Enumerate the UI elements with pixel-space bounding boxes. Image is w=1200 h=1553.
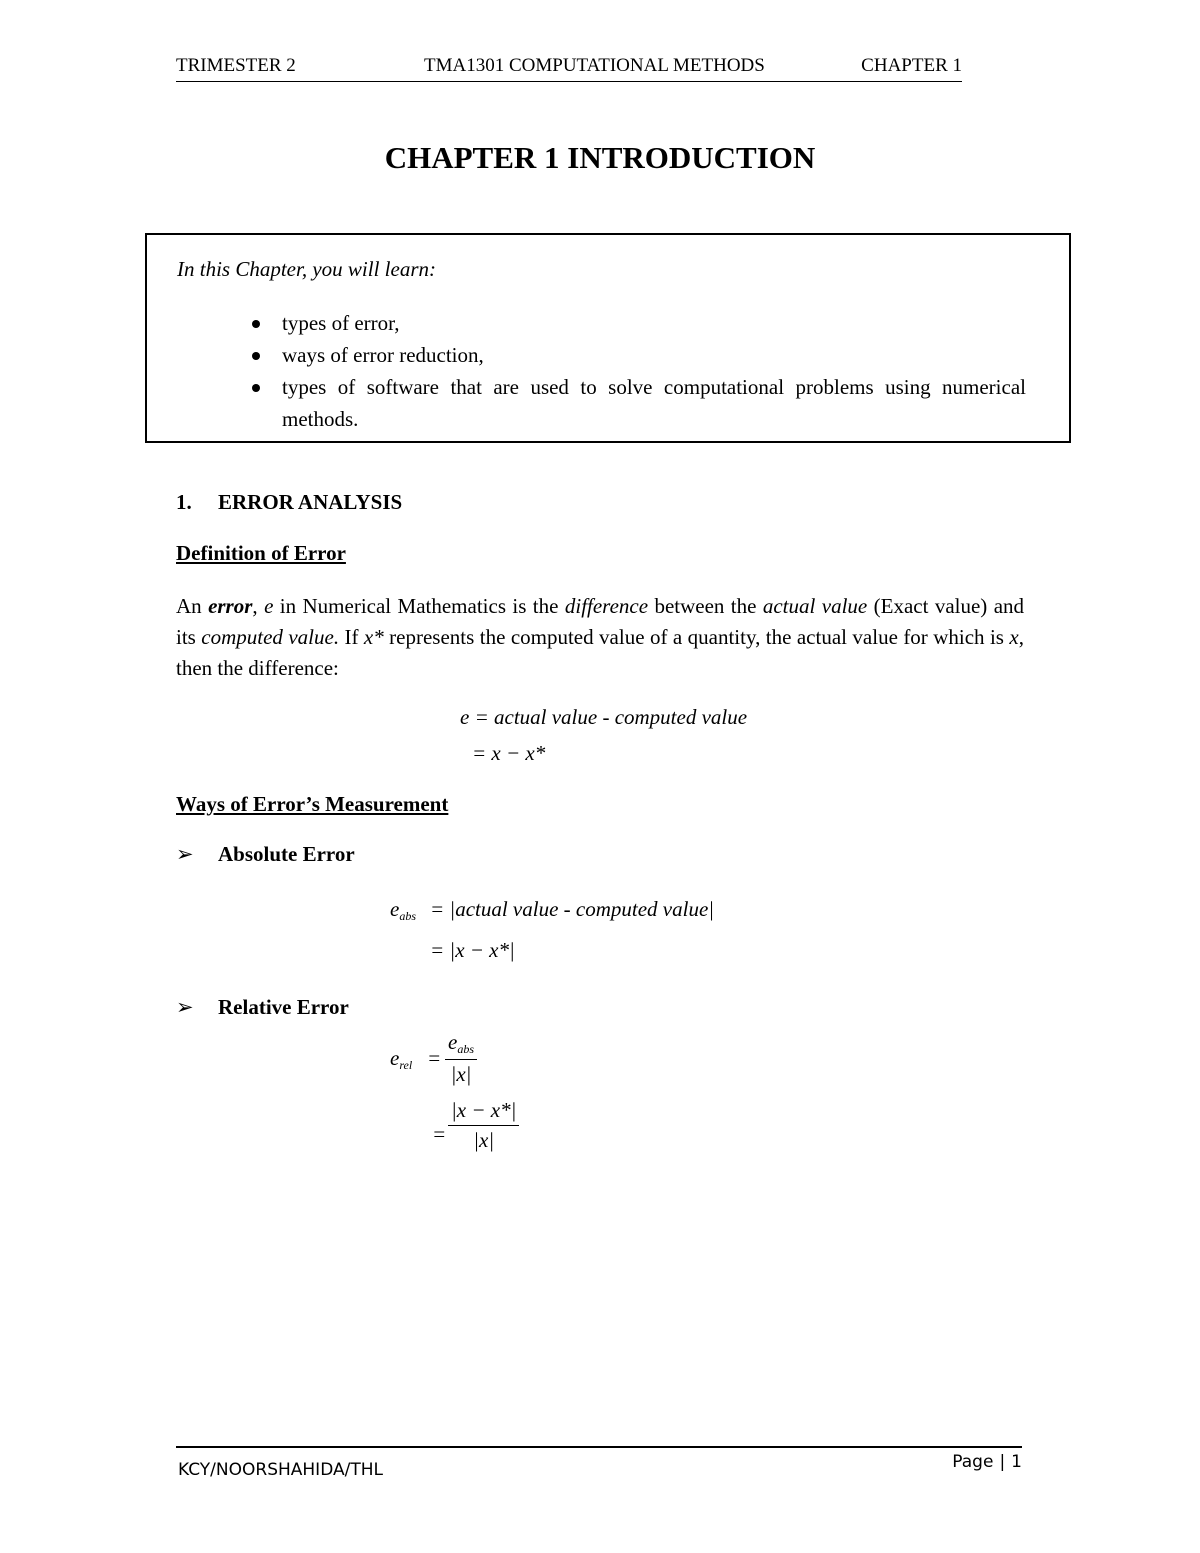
absolute-error-heading: ➢ Absolute Error (176, 842, 355, 866)
section-number: 1. (176, 490, 192, 514)
fraction-denominator: |x| (450, 1062, 472, 1086)
relative-error-equals: = (427, 1046, 442, 1070)
definition-heading: Definition of Error (176, 541, 346, 565)
header-course: TMA1301 COMPUTATIONAL METHODS (424, 55, 765, 76)
page-footer (176, 1446, 1022, 1480)
relative-error-equals-2: = (432, 1122, 447, 1146)
fraction-numerator: |x − x*| (448, 1098, 519, 1126)
page-header (176, 55, 962, 82)
measurement-heading: Ways of Error’s Measurement (176, 792, 449, 816)
list-item: ways of error reduction, (224, 339, 1026, 371)
relative-error-lhs: $e_{rel}$ (390, 1046, 413, 1072)
arrow-bullet-icon: ➢ (176, 995, 194, 1019)
learning-intro: In this Chapter, you will learn: (177, 257, 436, 281)
section-title: ERROR ANALYSIS (218, 490, 403, 514)
bullet-icon (252, 384, 260, 392)
header-chapter: CHAPTER 1 (861, 55, 962, 76)
footer-authors: KCY/NOORSHAHIDA/THL (178, 1460, 383, 1480)
list-item: types of error, (224, 307, 1026, 339)
bullet-icon (252, 352, 260, 360)
error-equation-line1: e = actual value - computed value (460, 705, 748, 729)
absolute-error-rhs1: = |actual value - computed value| (430, 897, 715, 921)
relative-error-fraction1 (445, 1030, 477, 1087)
absolute-error-rhs2: = |x − x*| (430, 938, 515, 962)
definition-paragraph: An error, e in Numerical Mathematics is the difference between the actual value (Exact value) and its computed value. If x* represents the computed value of a quantity, the actual value for which is x, then the difference: (176, 594, 1025, 680)
relative-error-heading: ➢ Relative Error (176, 995, 349, 1019)
section-heading (176, 490, 402, 515)
arrow-bullet-icon: ➢ (176, 842, 194, 866)
error-equation-line2: = x − x* (472, 741, 546, 765)
bullet-icon (252, 320, 260, 328)
header-trimester: TRIMESTER 2 (176, 55, 296, 76)
fraction-denominator: |x| (473, 1128, 495, 1152)
learning-objectives-box (145, 233, 1071, 443)
footer-page-number: Page | 1 (952, 1452, 1022, 1472)
fraction-numerator: $e_{abs}$ (445, 1030, 477, 1060)
absolute-error-lhs: $e_{abs}$ (390, 897, 416, 923)
relative-error-fraction2 (448, 1098, 519, 1153)
learning-list (224, 307, 1026, 435)
list-item: types of software that are used to solve computational problems using numerical methods. (224, 371, 1026, 435)
page-title: CHAPTER 1 INTRODUCTION (384, 140, 816, 175)
